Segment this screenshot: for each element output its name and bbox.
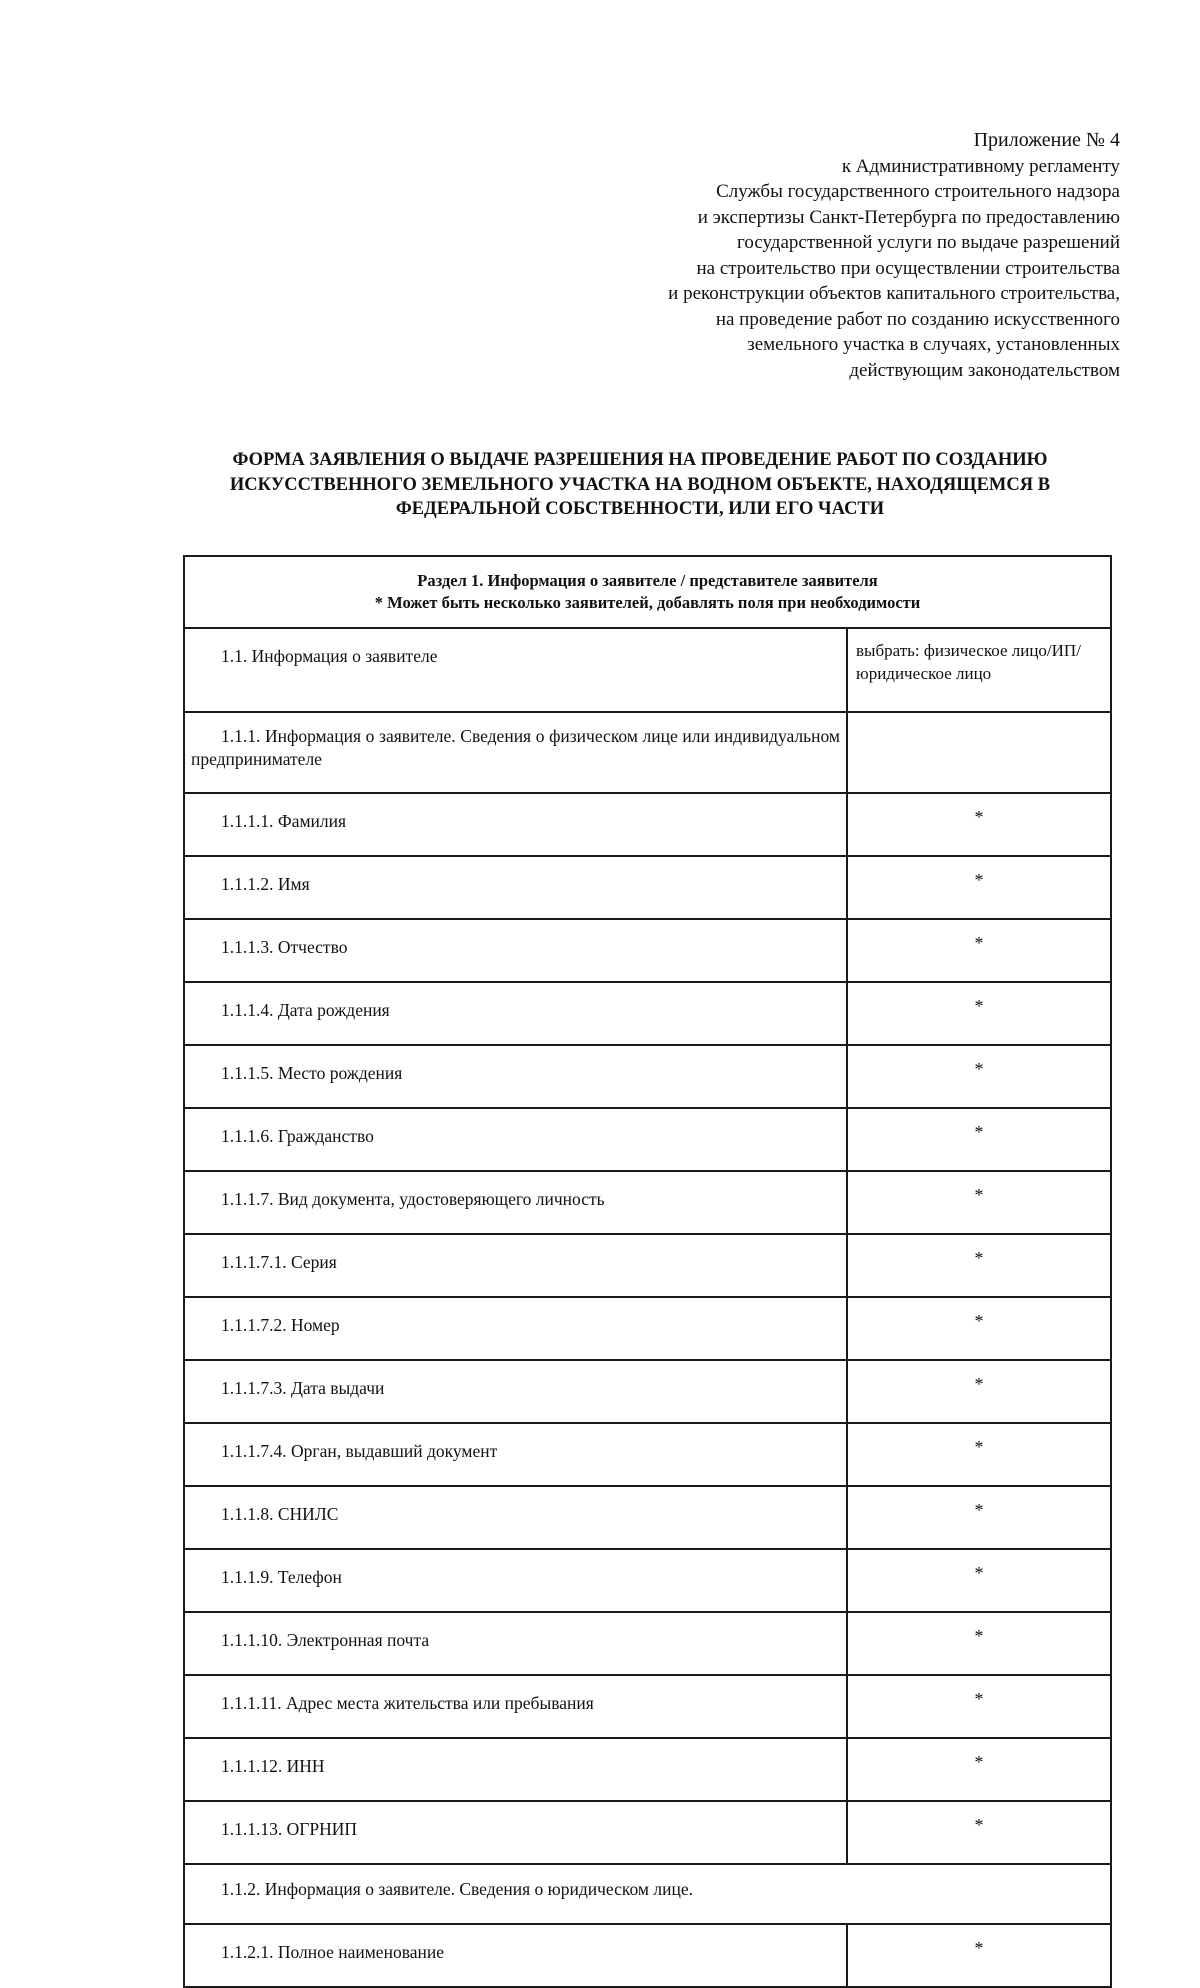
table-row <box>184 1549 1111 1612</box>
section-header-row <box>184 556 1111 628</box>
birth-date-field[interactable]: * <box>847 982 1111 1045</box>
appendix-line: на строительство при осуществлении строительства <box>696 257 1120 279</box>
row-label: 1.1.1.8. СНИЛС <box>184 1486 847 1549</box>
row-label: 1.1. Информация о заявителе <box>184 628 847 712</box>
table-row <box>184 712 1111 793</box>
table-row <box>184 856 1111 919</box>
surname-field[interactable]: * <box>847 793 1111 856</box>
row-label: 1.1.1.7.2. Номер <box>184 1297 847 1360</box>
row-label: 1.1.1.4. Дата рождения <box>184 982 847 1045</box>
table-row <box>184 1801 1111 1864</box>
ogrnip-field[interactable]: * <box>847 1801 1111 1864</box>
appendix-line: земельного участка в случаях, установленных <box>747 334 1120 355</box>
title-line: ИСКУССТВЕННОГО ЗЕМЕЛЬНОГО УЧАСТКА НА ВОДНОМ ОБЪЕКТЕ, НАХОДЯЩЕМСЯ В <box>229 474 1051 495</box>
table-row <box>184 1171 1111 1234</box>
row-label: 1.1.1.2. Имя <box>184 856 847 919</box>
email-field[interactable]: * <box>847 1612 1111 1675</box>
title-line: ФЕДЕРАЛЬНОЙ СОБСТВЕННОСТИ, ИЛИ ЕГО ЧАСТИ <box>395 499 885 519</box>
table-row <box>184 1045 1111 1108</box>
appendix-line: и экспертизы Санкт-Петербурга по предоставлению <box>697 206 1120 228</box>
section-heading: Раздел 1. Информация о заявителе / представителе заявителя <box>417 571 878 590</box>
table-row <box>184 982 1111 1045</box>
row-label: 1.1.1. Информация о заявителе. Сведения о физическом лице или индивидуальном предпринимателе <box>184 712 847 793</box>
row-label: 1.1.1.7.3. Дата выдачи <box>184 1360 847 1423</box>
applicant-form-table <box>183 555 1112 1988</box>
document-series-field[interactable]: * <box>847 1234 1111 1297</box>
row-label: 1.1.1.12. ИНН <box>184 1738 847 1801</box>
table-row <box>184 628 1111 712</box>
row-value <box>847 712 1111 793</box>
subsection-label: 1.1.2. Информация о заявителе. Сведения о юридическом лице. <box>184 1864 1111 1924</box>
table-row <box>184 1108 1111 1171</box>
section-header-cell <box>184 556 1111 628</box>
section-note: * Может быть несколько заявителей, добавлять поля при необходимости <box>374 593 921 612</box>
table-row <box>184 1486 1111 1549</box>
issuing-authority-field[interactable]: * <box>847 1423 1111 1486</box>
row-label: 1.1.1.10. Электронная почта <box>184 1612 847 1675</box>
row-label: 1.1.1.7.4. Орган, выдавший документ <box>184 1423 847 1486</box>
table-row <box>184 793 1111 856</box>
appendix-line: Приложение № 4 <box>973 129 1120 151</box>
appendix-line: государственной услуги по выдаче разрешений <box>737 232 1120 253</box>
row-label: 1.1.2.1. Полное наименование <box>184 1924 847 1987</box>
phone-field[interactable]: * <box>847 1549 1111 1612</box>
row-label: 1.1.1.7.1. Серия <box>184 1234 847 1297</box>
full-name-field[interactable]: * <box>847 1924 1111 1987</box>
row-label: 1.1.1.13. ОГРНИП <box>184 1801 847 1864</box>
appendix-header <box>500 128 1120 383</box>
table-row <box>184 1360 1111 1423</box>
appendix-line: и реконструкции объектов капитального строительства, <box>668 283 1120 304</box>
table-row <box>184 1423 1111 1486</box>
row-label: 1.1.1.3. Отчество <box>184 919 847 982</box>
id-document-type-field[interactable]: * <box>847 1171 1111 1234</box>
table-row <box>184 1612 1111 1675</box>
appendix-line: на проведение работ по созданию искусственного <box>715 308 1120 330</box>
document-number-field[interactable]: * <box>847 1297 1111 1360</box>
appendix-line: действующим законодательством <box>849 359 1120 381</box>
row-label: 1.1.1.1. Фамилия <box>184 793 847 856</box>
appendix-line: к Административному регламенту <box>841 155 1120 177</box>
table-row <box>184 1234 1111 1297</box>
table-row <box>184 1675 1111 1738</box>
appendix-line: Службы государственного строительного надзора <box>716 181 1120 202</box>
table-row <box>184 1924 1111 1987</box>
table-row <box>184 1297 1111 1360</box>
first-name-field[interactable]: * <box>847 856 1111 919</box>
document-title <box>160 448 1120 522</box>
inn-field[interactable]: * <box>847 1738 1111 1801</box>
row-label: 1.1.1.7. Вид документа, удостоверяющего личность <box>184 1171 847 1234</box>
table-row <box>184 919 1111 982</box>
issue-date-field[interactable]: * <box>847 1360 1111 1423</box>
citizenship-field[interactable]: * <box>847 1108 1111 1171</box>
title-line: ФОРМА ЗАЯВЛЕНИЯ О ВЫДАЧЕ РАЗРЕШЕНИЯ НА ПРОВЕДЕНИЕ РАБОТ ПО СОЗДАНИЮ <box>232 450 1048 470</box>
residence-address-field[interactable]: * <box>847 1675 1111 1738</box>
applicant-type-field[interactable]: выбрать: физическое лицо/ИП/юридическое лицо <box>847 628 1111 712</box>
row-label: 1.1.1.6. Гражданство <box>184 1108 847 1171</box>
table-row <box>184 1738 1111 1801</box>
table-row <box>184 1864 1111 1924</box>
snils-field[interactable]: * <box>847 1486 1111 1549</box>
row-label: 1.1.1.9. Телефон <box>184 1549 847 1612</box>
row-label: 1.1.1.5. Место рождения <box>184 1045 847 1108</box>
patronymic-field[interactable]: * <box>847 919 1111 982</box>
row-label: 1.1.1.11. Адрес места жительства или пребывания <box>184 1675 847 1738</box>
birth-place-field[interactable]: * <box>847 1045 1111 1108</box>
